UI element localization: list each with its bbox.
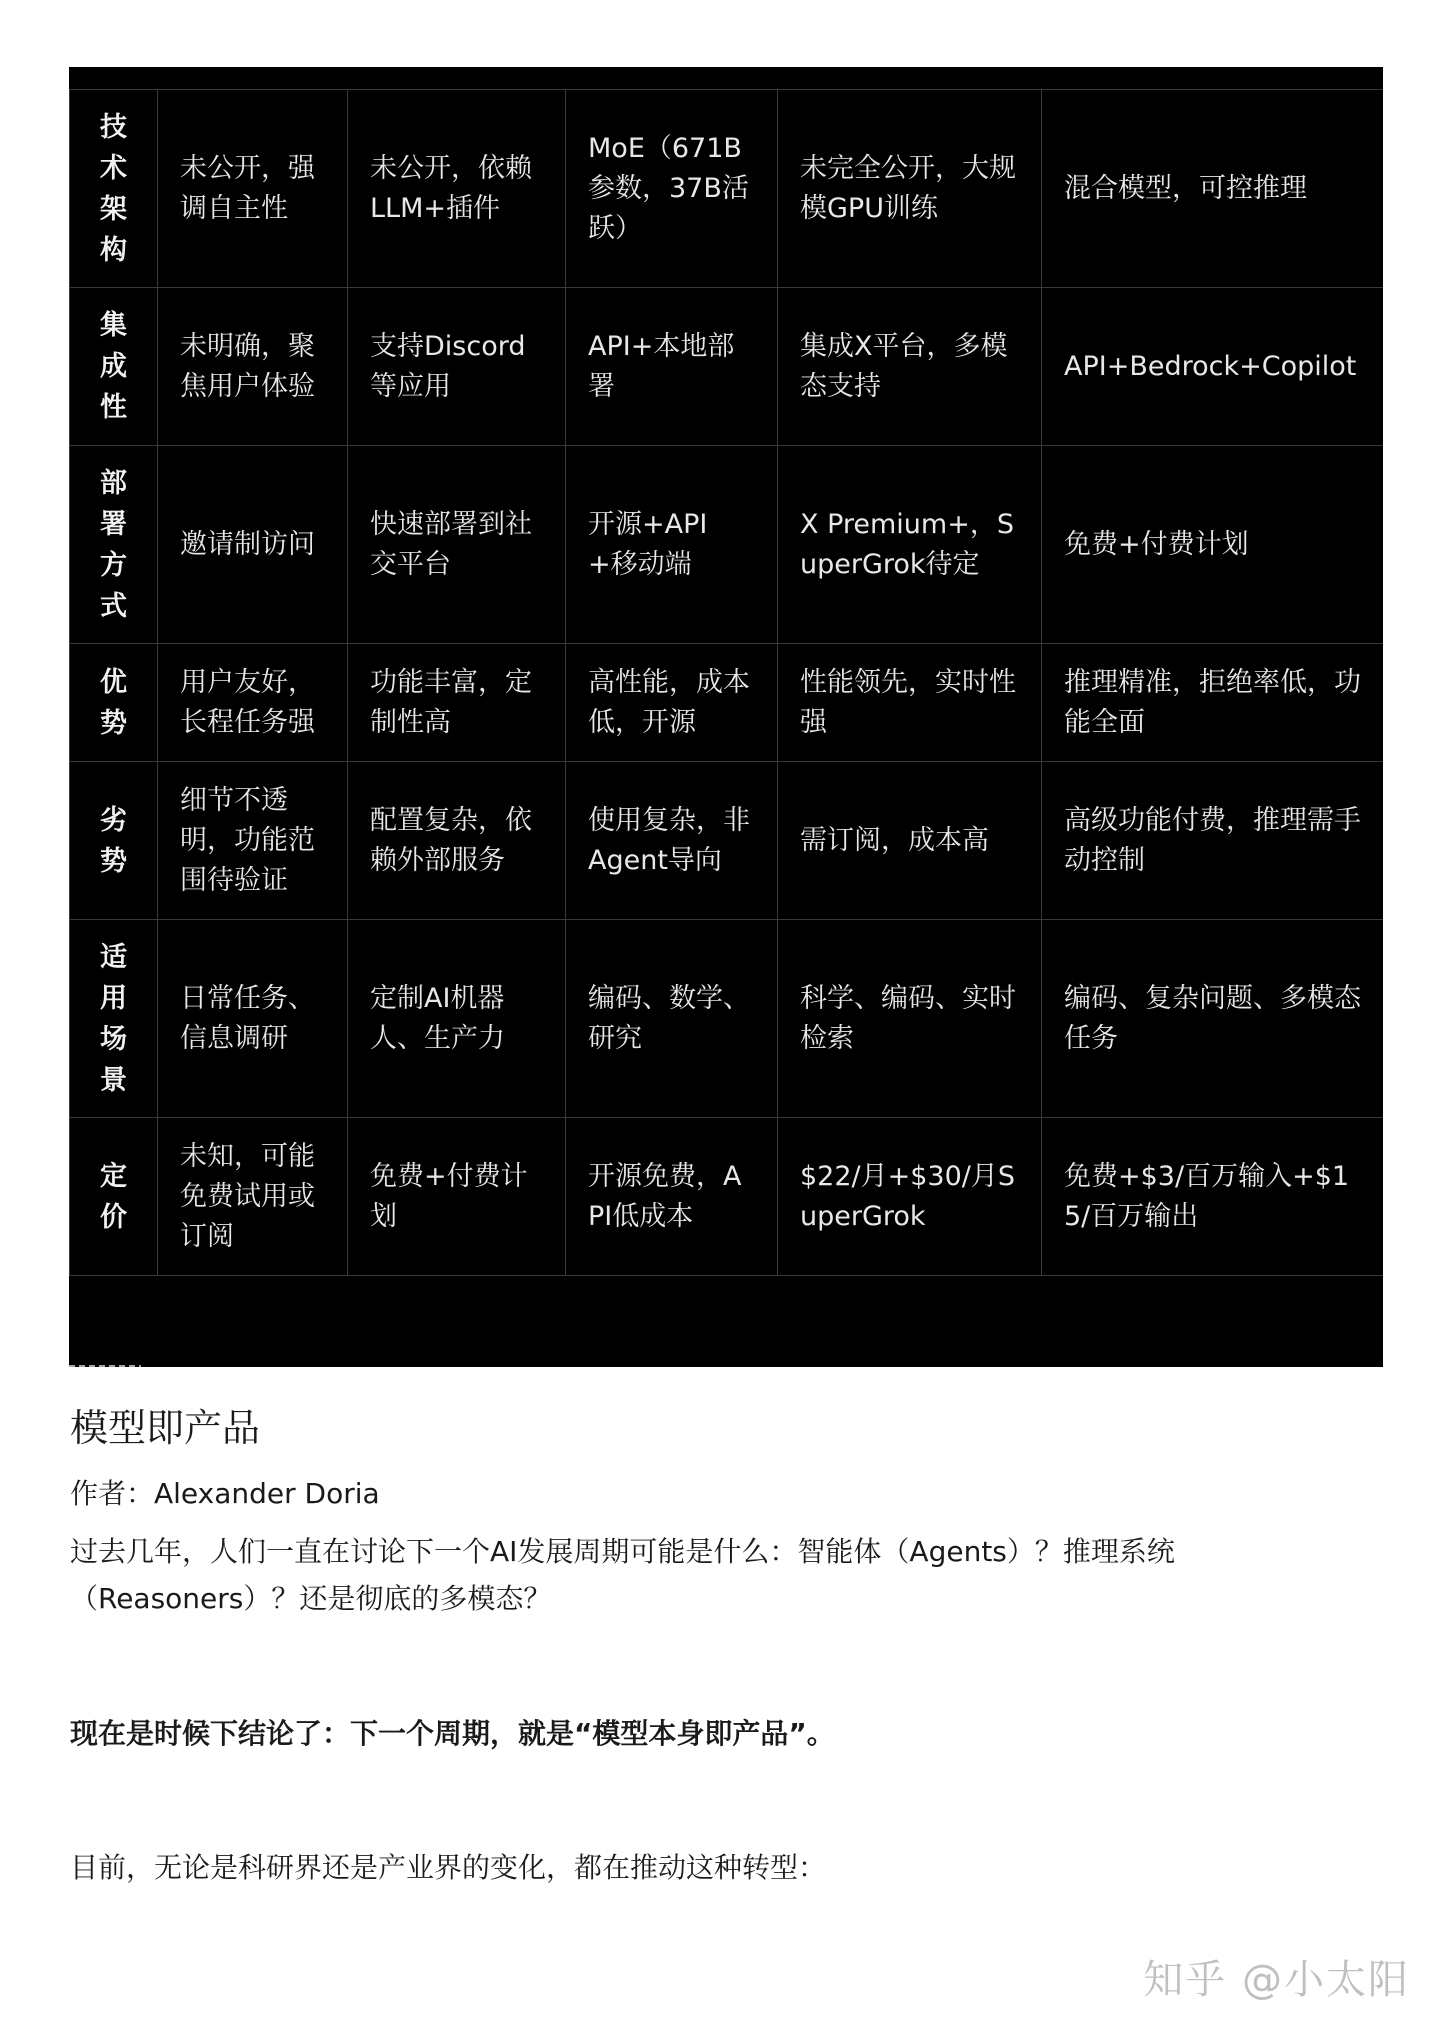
row-header xyxy=(70,762,158,920)
row-header xyxy=(70,1118,158,1276)
table-cell: 定制AI机器人、生产力 xyxy=(348,920,566,1118)
table-cell: 推理精准，拒绝率低，功能全面 xyxy=(1042,644,1384,762)
table-cell: 邀请制访问 xyxy=(158,446,348,644)
table-cell: 用户友好，长程任务强 xyxy=(158,644,348,762)
row-header xyxy=(70,446,158,644)
table-cell: 功能丰富，定制性高 xyxy=(348,644,566,762)
table-cell: 需订阅，成本高 xyxy=(778,762,1042,920)
row-header-char: 构 xyxy=(100,234,127,266)
row-header xyxy=(70,644,158,762)
table-cell: 使用复杂，非Agent导向 xyxy=(566,762,778,920)
row-header-char: 价 xyxy=(100,1201,127,1233)
table-cell: MoE（671B参数，37B活跃） xyxy=(566,90,778,288)
row-header-char: 景 xyxy=(100,1064,127,1096)
table-row xyxy=(70,1118,1384,1276)
table-cell: X Premium+，SuperGrok待定 xyxy=(778,446,1042,644)
row-header-char: 定 xyxy=(100,1160,127,1192)
table-row xyxy=(70,446,1384,644)
table-cell: API+本地部署 xyxy=(566,288,778,446)
cropped-text-fragment xyxy=(69,1357,149,1367)
row-header-char: 劣 xyxy=(100,804,127,836)
table-cell: 科学、编码、实时检索 xyxy=(778,920,1042,1118)
row-header-char: 方 xyxy=(100,549,127,581)
row-header xyxy=(70,288,158,446)
table-cell: 高级功能付费，推理需手动控制 xyxy=(1042,762,1384,920)
table-row xyxy=(70,288,1384,446)
table-cell: 配置复杂，依赖外部服务 xyxy=(348,762,566,920)
table-cell: $22/月+$30/月SuperGrok xyxy=(778,1118,1042,1276)
row-header xyxy=(70,920,158,1118)
empty-cell xyxy=(778,1276,1042,1368)
empty-cell xyxy=(158,1276,348,1368)
row-header-char: 势 xyxy=(100,845,127,877)
row-header-char: 术 xyxy=(100,152,127,184)
empty-cell xyxy=(70,1276,158,1368)
row-header-char: 势 xyxy=(100,707,127,739)
table-cell: 未完全公开，大规模GPU训练 xyxy=(778,90,1042,288)
table-cell: 细节不透明，功能范围待验证 xyxy=(158,762,348,920)
lead-paragraph: 目前，无论是科研界还是产业界的变化，都在推动这种转型： xyxy=(70,1851,827,1884)
table-cell: 日常任务、信息调研 xyxy=(158,920,348,1118)
row-header-char: 集 xyxy=(100,310,127,341)
table-row xyxy=(70,920,1384,1118)
zhihu-watermark: 知乎 @小太阳 xyxy=(1143,1957,1410,2003)
table-cell: 支持Discord等应用 xyxy=(348,288,566,446)
table-row xyxy=(70,90,1384,288)
table-cell: 免费+付费计划 xyxy=(1042,446,1384,644)
table-cell: 未公开，强调自主性 xyxy=(158,90,348,288)
table-cell: 编码、数学、研究 xyxy=(566,920,778,1118)
row-header xyxy=(70,90,158,288)
row-header-char: 成 xyxy=(100,351,127,382)
table-cell: 免费+$3/百万输入+$15/百万输出 xyxy=(1042,1118,1384,1276)
table-cell: 编码、复杂问题、多模态任务 xyxy=(1042,920,1384,1118)
row-header-char: 性 xyxy=(100,392,127,423)
row-header-char: 技 xyxy=(100,111,127,143)
empty-cell xyxy=(566,1276,778,1368)
row-header-char: 部 xyxy=(100,467,127,499)
row-header-char: 场 xyxy=(100,1023,127,1055)
row-header-char: 用 xyxy=(100,982,127,1014)
table-cell: 集成X平台，多模态支持 xyxy=(778,288,1042,446)
table-row xyxy=(70,762,1384,920)
table-empty-row xyxy=(70,1276,1384,1368)
intro-paragraph: 过去几年，人们一直在讨论下一个AI发展周期可能是什么：智能体（Agents）？推理系统（Reasoners）？还是彻底的多模态？ xyxy=(70,1535,1175,1615)
row-header-char: 优 xyxy=(100,666,127,698)
table-cell: 混合模型，可控推理 xyxy=(1042,90,1384,288)
table-cell: 高性能，成本低，开源 xyxy=(566,644,778,762)
comparison-table-image xyxy=(69,67,1383,1367)
article-author: 作者：Alexander Doria xyxy=(70,1477,380,1510)
table-cell: 开源免费，API低成本 xyxy=(566,1118,778,1276)
conclusion-paragraph: 现在是时候下结论了：下一个周期，就是“模型本身即产品”。 xyxy=(70,1717,835,1750)
table-cell: 未知，可能免费试用或订阅 xyxy=(158,1118,348,1276)
table-cell: API+Bedrock+Copilot xyxy=(1042,288,1384,446)
article-title: 模型即产品 xyxy=(70,1406,261,1450)
table-cell: 未明确，聚焦用户体验 xyxy=(158,288,348,446)
row-header-char: 式 xyxy=(100,590,127,622)
row-header-char: 署 xyxy=(100,508,127,540)
empty-cell xyxy=(1042,1276,1384,1368)
table-cell: 性能领先，实时性强 xyxy=(778,644,1042,762)
article xyxy=(70,1400,1370,1890)
table-cell: 快速部署到社交平台 xyxy=(348,446,566,644)
comparison-table xyxy=(69,89,1383,1367)
table-cell: 免费+付费计划 xyxy=(348,1118,566,1276)
row-header-char: 适 xyxy=(100,941,127,973)
table-row xyxy=(70,644,1384,762)
table-cell: 未公开，依赖LLM+插件 xyxy=(348,90,566,288)
empty-cell xyxy=(348,1276,566,1368)
row-header-char: 架 xyxy=(100,193,127,225)
table-cell: 开源+API+移动端 xyxy=(566,446,778,644)
